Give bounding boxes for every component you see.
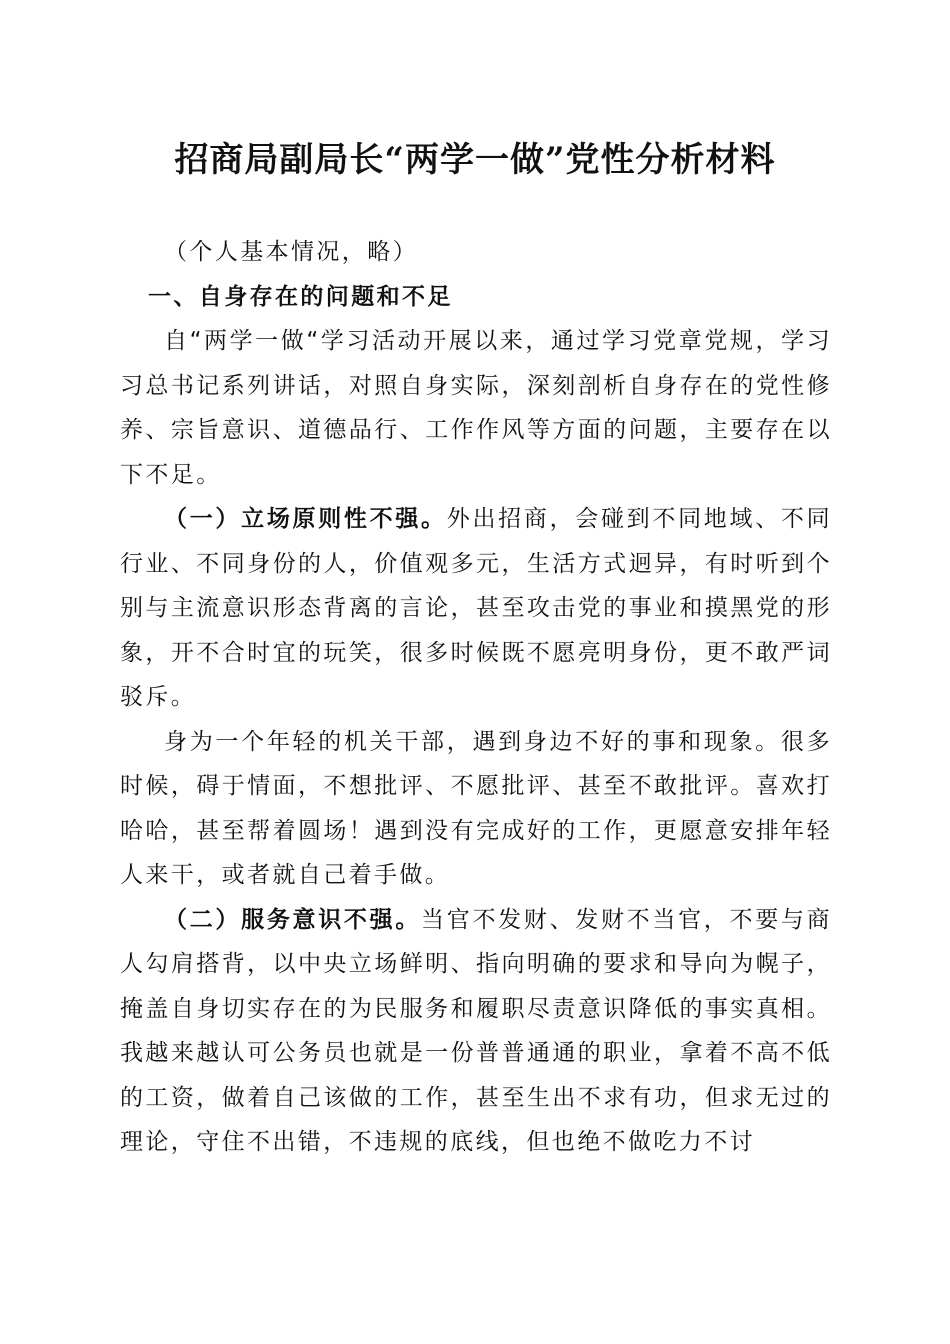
- section-heading-problems: 一、自身存在的问题和不足: [148, 283, 453, 310]
- item2-lead: （二）服务意识不强。: [164, 906, 422, 933]
- document-title: 招商局副局长“两学一做”党性分析材料: [174, 140, 776, 180]
- item2-paragraph: [120, 898, 832, 1165]
- item2-text: 当官不发财、发财不当官，不要与商人勾肩搭背，以中央立场鲜明、指向明确的要求和导向为幌子，掩盖自身切实存在的为民服务和履职尽责意识降低的事实真相。我越来越认可公务员也就是一份普普通通的职业，拿着不高不低的工资，做着自己该做的工作，甚至生出不求有功，但求无过的理论，守住不出错，不违规的底线，但也绝不做吃力不讨: [120, 906, 833, 1155]
- item1-text: 外出招商，会碰到不同地域、不同行业、不同身份的人，价值观多元，生活方式迥异，有时听到个别与主流意识形态背离的言论，甚至攻击党的事业和摸黑党的形象，开不合时宜的玩笑，很多时候既不愿亮明身份，更不敢严词驳斥。: [120, 506, 833, 710]
- cadre-paragraph: 身为一个年轻的机关干部，遇到身边不好的事和现象。很多时候，碍于情面，不想批评、不愿批评、甚至不敢批评。喜欢打哈哈，甚至帮着圆场！遇到没有完成好的工作，更愿意安排年轻人来干，或者就自己着手做。: [120, 728, 832, 888]
- item1-paragraph: [120, 497, 832, 720]
- document-body: [120, 230, 832, 1165]
- intro-paragraph: 自“两学一做“学习活动开展以来，通过学习党章党规，学习习总书记系列讲话，对照自身实际，深刻剖析自身存在的党性修养、宗旨意识、道德品行、工作作风等方面的问题，主要存在以下不足。: [120, 328, 832, 488]
- personal-info-note: （个人基本情况，略）: [164, 239, 418, 265]
- item1-lead: （一）立场原则性不强。: [164, 506, 447, 532]
